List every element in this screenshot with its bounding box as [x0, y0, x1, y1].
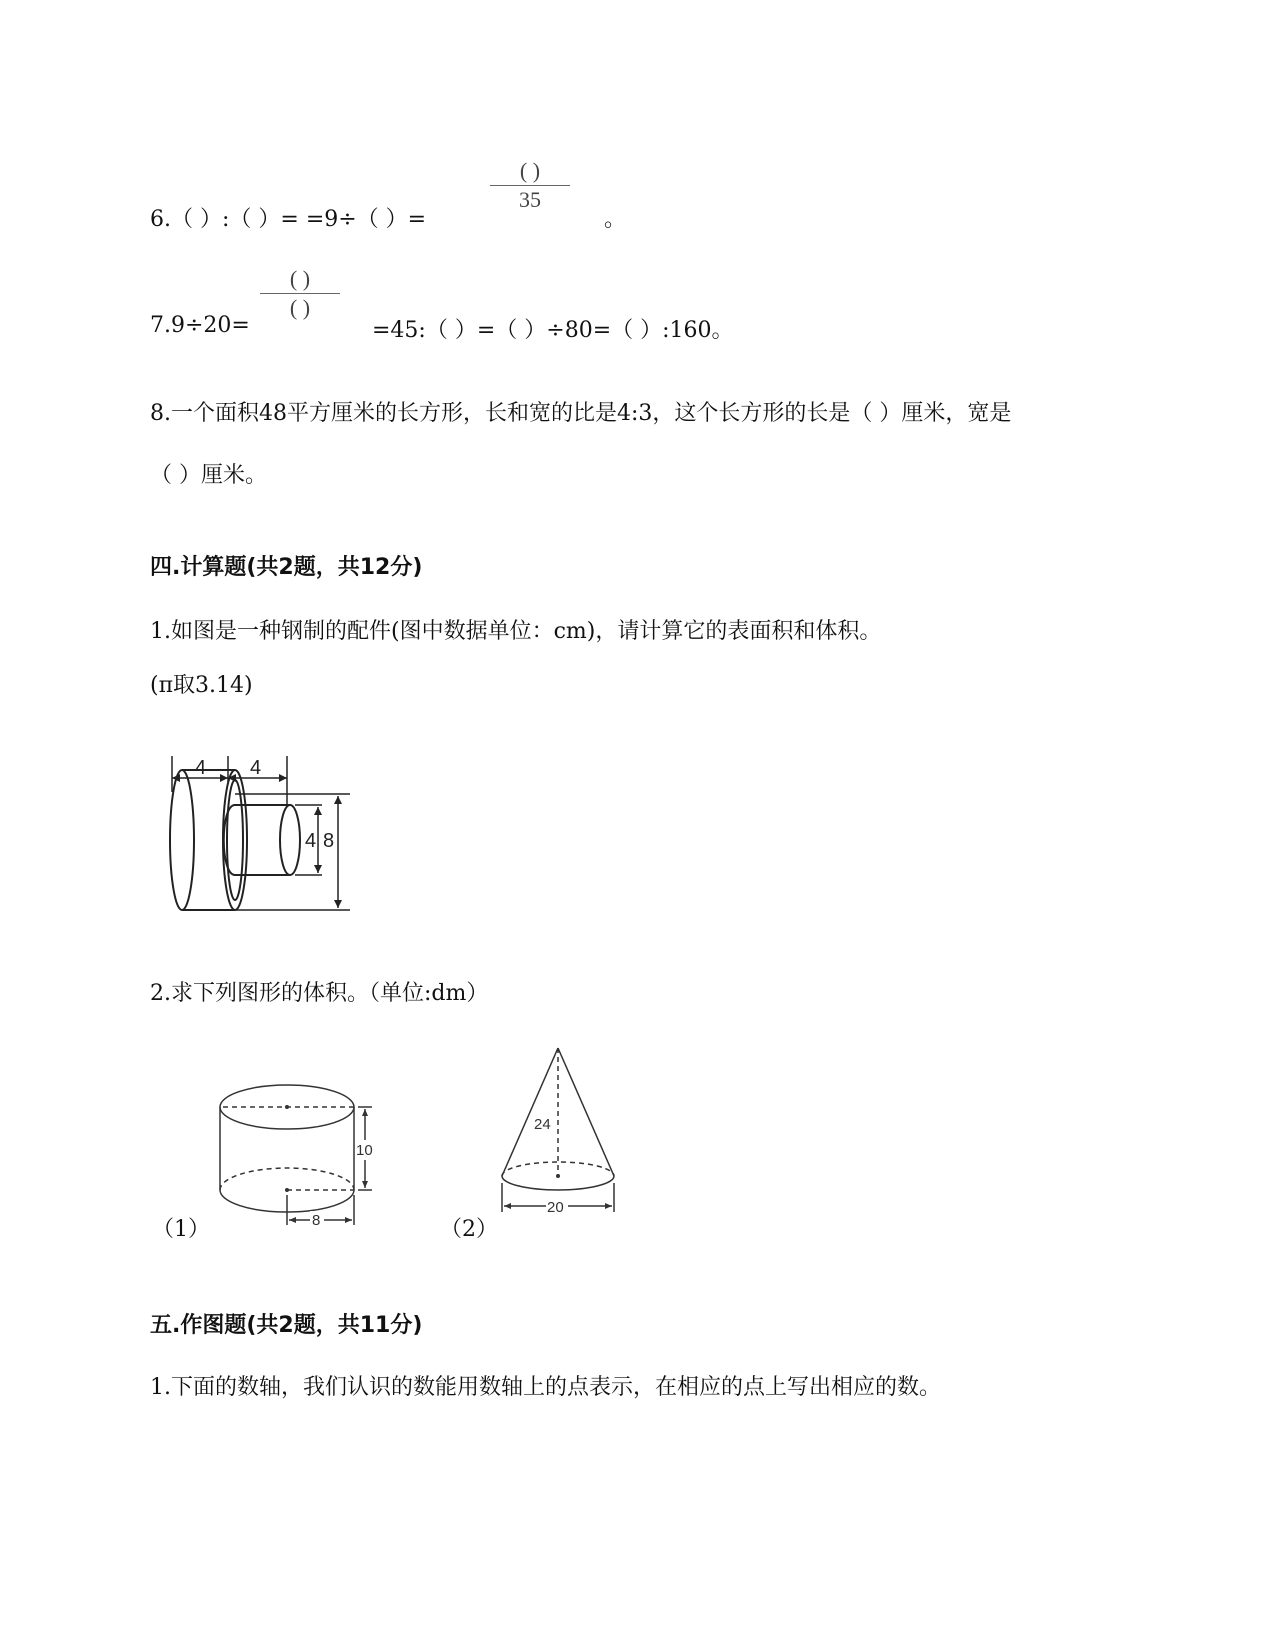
question-6-fraction: [490, 158, 570, 213]
cone-right-edge: [558, 1048, 614, 1176]
big-cylinder-left-face: [170, 770, 194, 910]
cylinder-height-label: 10: [356, 1142, 373, 1159]
fraction-bar: [260, 293, 340, 294]
question-7-fraction: [260, 266, 340, 321]
question-6-text: 6.（ ）:（ ）= =9÷（ ）=: [150, 207, 427, 232]
figure-2-caption: （2）: [440, 1217, 498, 1242]
label-outer-diameter: 8: [323, 830, 335, 852]
section-4-question-1-line-2: (π取3.14): [150, 673, 253, 698]
fraction-numerator: ( ): [519, 158, 541, 183]
section-5-question-1-text: 1.下面的数轴，我们认识的数能用数轴上的点表示，在相应的点上写出相应的数。: [150, 1375, 941, 1400]
label-left-width: 4: [195, 757, 207, 779]
fraction-denominator: 35: [519, 187, 541, 212]
fraction-denominator: ( ): [289, 295, 311, 320]
big-cylinder-inner-ring: [227, 780, 243, 900]
section-4-heading: 四.计算题(共2题，共12分): [150, 555, 423, 580]
fraction-numerator: ( ): [289, 266, 311, 291]
small-cylinder-base: [224, 805, 235, 875]
question-7-suffix: =45:（ ）=（ ）÷80=（ ）:160。: [372, 318, 734, 343]
question-6-end: 。: [604, 207, 627, 232]
cylinder-radius-label: 8: [312, 1212, 321, 1229]
figure-1-caption: （1）: [152, 1217, 210, 1242]
cylinder-figure: [210, 1075, 390, 1235]
cylinder-bottom-back: [220, 1168, 354, 1190]
cone-base-front: [502, 1176, 614, 1190]
section-4-question-1-line-1: 1.如图是一种钢制的配件(图中数据单位：cm)，请计算它的表面积和体积。: [150, 619, 882, 644]
label-inner-diameter: 4: [305, 830, 317, 852]
steel-part-figure: [140, 752, 365, 922]
cone-height-label: 24: [534, 1116, 551, 1133]
cone-figure: [500, 1040, 620, 1225]
cone-left-edge: [502, 1048, 558, 1176]
question-8-line-2: （ ）厘米。: [150, 463, 267, 488]
cone-diameter-label: 20: [547, 1199, 564, 1216]
question-7-prefix: 7.9÷20=: [150, 313, 250, 338]
question-8-line-1: 8.一个面积48平方厘米的长方形，长和宽的比是4:3，这个长方形的长是（ ）厘米，宽是: [150, 401, 1012, 426]
small-cylinder-end-face: [280, 805, 300, 875]
section-5-heading: 五.作图题(共2题，共11分): [150, 1313, 423, 1338]
fraction-bar: [490, 185, 570, 186]
section-4-question-2-text: 2.求下列图形的体积。（单位:dm）: [150, 981, 489, 1006]
label-right-width: 4: [250, 757, 262, 779]
